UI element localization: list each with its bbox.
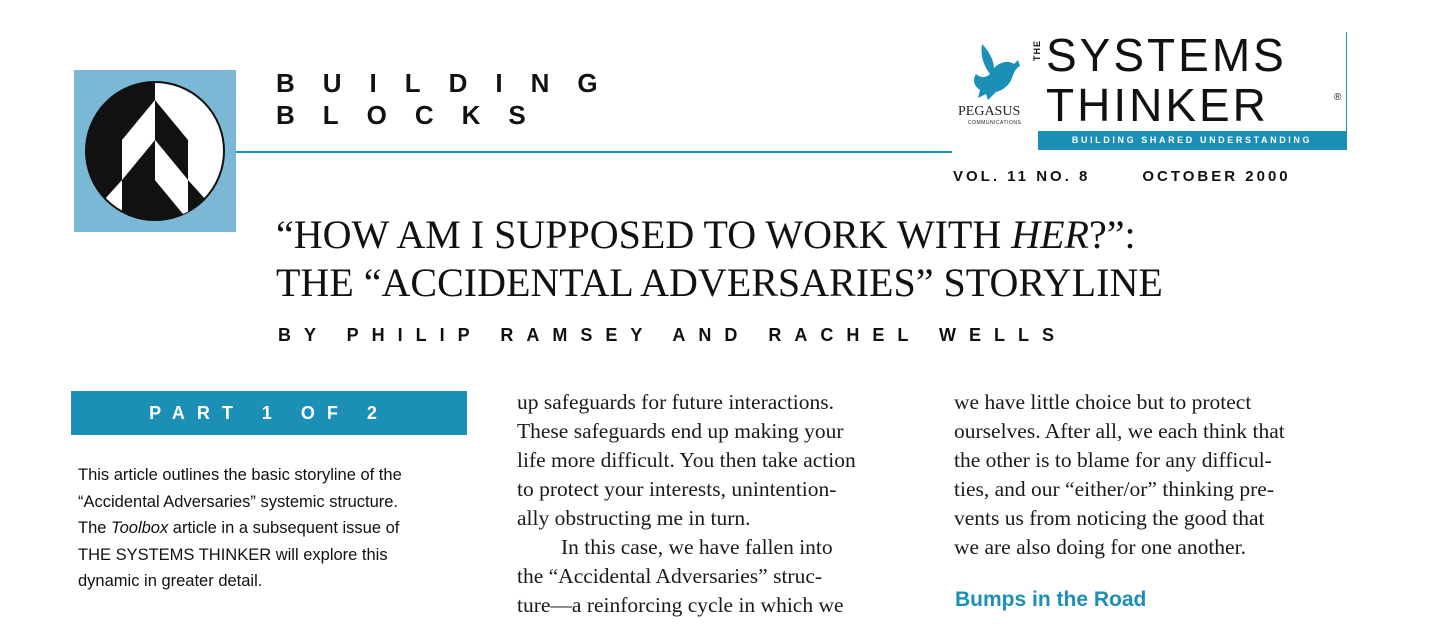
body-column-3 (954, 388, 1374, 562)
issue-volume: VOL. 11 NO. 8 (953, 168, 1091, 185)
part-banner: PART 1 OF 2 (71, 391, 467, 435)
body-line: we have little choice but to protect (954, 390, 1252, 414)
masthead-title-line-1: SYSTEMS (1046, 29, 1287, 81)
sidebar-line: THE SYSTEMS THINKER will explore this (78, 545, 388, 564)
body-line: up safeguards for future interactions. (517, 390, 835, 414)
publisher-name: PEGASUS (958, 104, 1021, 119)
building-blocks-logo (74, 70, 236, 232)
section-label-line-2: BLOCKS (276, 100, 554, 130)
sidebar-text-segment: article in a subsequent issue of (168, 519, 400, 537)
body-line: In this case, we have fallen into (561, 535, 833, 559)
registered-mark: ® (1334, 92, 1342, 103)
body-line: ourselves. After all, we each think that (954, 419, 1285, 443)
section-label-line-1: BUILDING (276, 68, 626, 98)
header-rule (236, 151, 952, 153)
masthead-title-line-2: THINKER (1046, 79, 1269, 131)
masthead (950, 29, 1348, 152)
body-line: the “Accidental Adversaries” struc- (517, 564, 823, 588)
title-emphasis: HER (1011, 212, 1089, 257)
body-line: ally obstructing me in turn. (517, 506, 751, 530)
body-line: vents us from noticing the good that (954, 506, 1265, 530)
sidebar-text-segment: The (78, 519, 112, 537)
body-line: we are also doing for one another. (954, 535, 1246, 559)
sidebar-note (78, 462, 468, 595)
article-title-line-2: THE “ACCIDENTAL ADVERSARIES” STORYLINE (276, 260, 1163, 305)
sidebar-line: “Accidental Adversaries” systemic structure. (78, 492, 399, 511)
masthead-the: THE (1032, 40, 1042, 61)
article-title-line-1 (276, 212, 1136, 258)
body-line: ture—a reinforcing cycle in which we (517, 593, 844, 617)
publisher-subtitle: COMMUNICATIONS (968, 120, 1022, 126)
body-line: to protect your interests, unintention- (517, 477, 837, 501)
sidebar-line: This article outlines the basic storyline of the (78, 466, 402, 484)
body-line: These safeguards end up making your (517, 419, 844, 443)
title-segment-end: ?”: (1089, 212, 1136, 257)
body-line: life more difficult. You then take action (517, 448, 856, 472)
sidebar-line: dynamic in greater detail. (78, 572, 263, 590)
body-column-2 (517, 388, 917, 620)
pegasus-horse-icon (964, 38, 1028, 102)
sidebar-emphasis: Toolbox (111, 519, 169, 537)
section-subhead: Bumps in the Road (955, 588, 1147, 611)
title-segment: “HOW AM I SUPPOSED TO WORK WITH (276, 212, 1012, 257)
body-line: ties, and our “either/or” thinking pre- (954, 477, 1275, 501)
sidebar-line (78, 515, 468, 542)
masthead-tagline: BUILDING SHARED UNDERSTANDING (1038, 131, 1346, 150)
issue-date: OCTOBER 2000 (1142, 168, 1291, 185)
building-blocks-logo-icon (74, 70, 236, 232)
byline: BY PHILIP RAMSEY AND RACHEL WELLS (278, 325, 1068, 345)
body-line: the other is to blame for any difficul- (954, 448, 1272, 472)
issue-info (953, 168, 1291, 185)
